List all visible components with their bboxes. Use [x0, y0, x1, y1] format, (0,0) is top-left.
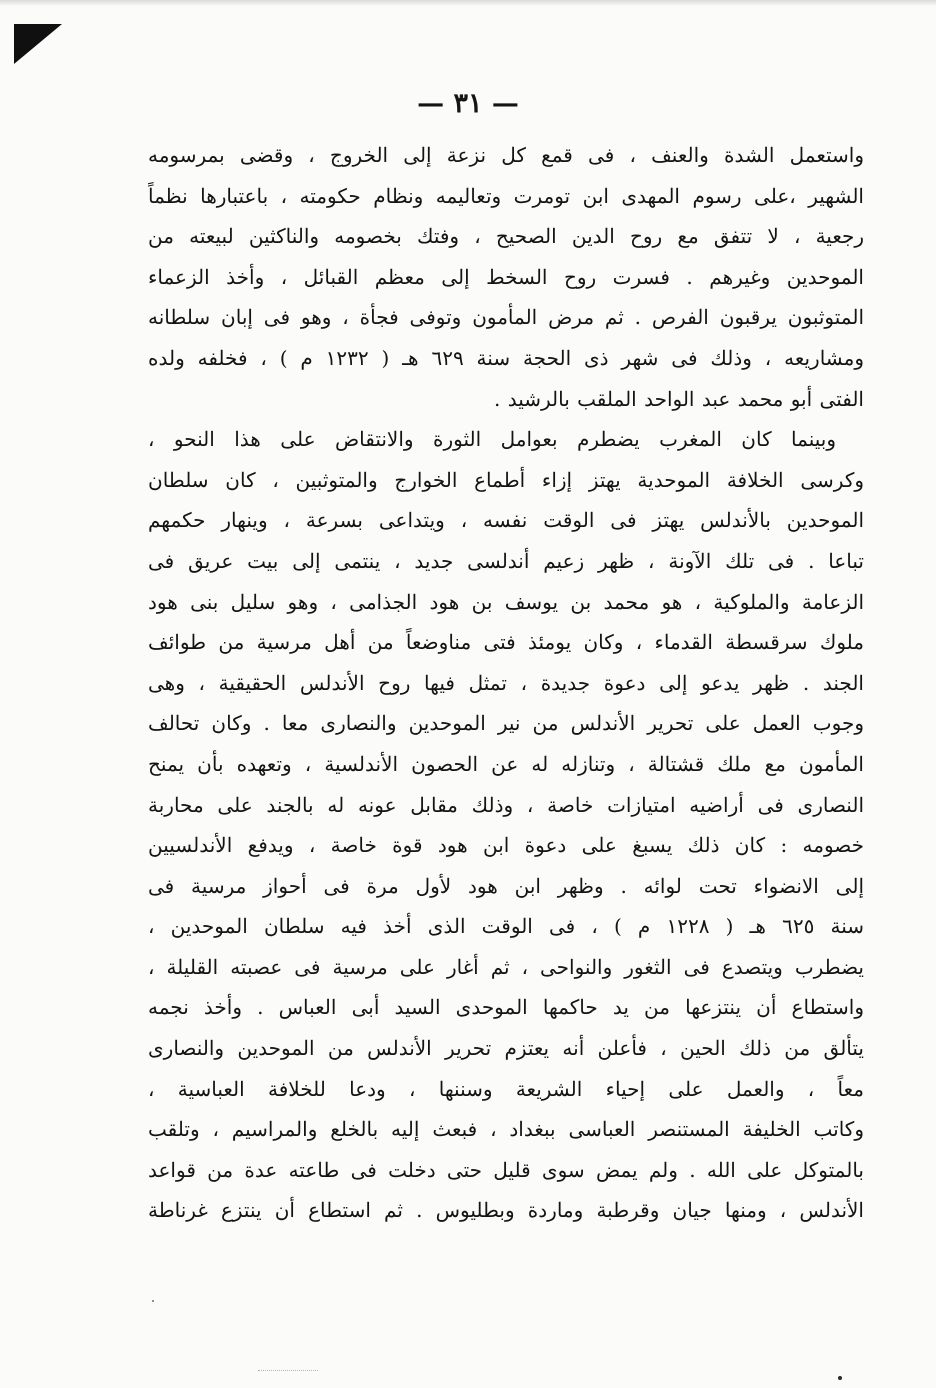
text-line: يتألق من ذلك الحين ، فأعلن أنه يعتزم تحرير الأندلس من الموحدين والنصارى [148, 1036, 864, 1061]
text-line: واستطاع أن ينتزعها من يد حاكمها الموحدى السيد أبى العباس . وأخذ نجمه [148, 995, 864, 1020]
text-line: معاً ، والعمل على إحياء الشريعة وسننها ، ودعا للخلافة العباسية ، [148, 1076, 864, 1101]
text-line: الفتى أبو محمد عبد الواحد الملقب بالرشيد . [493, 386, 864, 411]
text-line: خصومه : كان ذلك يسبغ على دعوة ابن هود قوة خاصة ، ويدفع الأندلسيين [148, 833, 864, 858]
corner-triangle-mark [14, 24, 62, 64]
text-line: الموحدين وغيرهم . فسرت روح السخط إلى معظم القبائل ، وأخذ الزعماء [148, 264, 864, 289]
text-line: الشهير ،على رسوم المهدى ابن تومرت وتعاليمه ونظام حكومته ، باعتبارها نظماً [148, 183, 864, 208]
text-line: وكاتب الخليفة المستنصر العباسى ببغداد ، فبعث إليه بالخلع والمراسيم ، وتلقب [148, 1117, 864, 1142]
text-line: إلى الانضواء تحت لوائه . وظهر ابن هود لأول مرة فى أحواز مرسية فى [148, 873, 864, 898]
text-line: الجند . ظهر يدعو إلى دعوة جديدة ، تمثل فيها روح الأندلس الحقيقية ، وهى [148, 670, 864, 695]
text-line: وجوب العمل على تحرير الأندلس من نير الموحدين والنصارى معا . وكان تحالف [148, 711, 864, 736]
scan-top-edge [0, 0, 936, 6]
body-text [148, 135, 864, 1231]
text-line: الزعامة والملوكية ، هو محمد بن يوسف بن هود الجذامى ، وهو سليل بنى هود [148, 589, 864, 614]
scan-dotted-artifact [258, 1370, 318, 1372]
paragraph-1 [148, 135, 864, 419]
text-line: المأمون مع ملك قشتالة ، وتنازله له عن الحصون الأندلسية ، وتعهده بأن يمنح [148, 751, 864, 776]
text-line: يضطرب ويتصدع فى الثغور والنواحى ، ثم أغار على مرسية فى عصبته القليلة ، [148, 954, 864, 979]
paragraph-2 [148, 419, 864, 1231]
text-line: سنة ٦٢٥ هـ ( ١٢٢٨ م ) ، فى الوقت الذى أخذ فيه سلطان الموحدين ، [148, 914, 864, 939]
text-line: الأندلس ، ومنها جيان وقرطبة وماردة وبطليوس . ثم استطاع أن ينتزع غرناطة [148, 1198, 864, 1223]
text-line: ومشاريعه ، وذلك فى شهر ذى الحجة سنة ٦٢٩ هـ ( ١٢٣٢ م ) ، فخلفه ولده [148, 345, 864, 370]
text-line: تباعا . فى تلك الآونة ، ظهر زعيم أندلسى جديد ، ينتمى إلى بيت عريق فى [148, 548, 864, 573]
text-line: بالمتوكل على الله . ولم يمض سوى قليل حتى دخلت فى طاعته عدة من قواعد [148, 1157, 864, 1182]
text-line: وكرسى الخلافة الموحدية يهتز إزاء أطماع الخوارج والمتوثبين ، كان سلطان [148, 467, 864, 492]
text-line: النصارى فى أراضيه امتيازات خاصة ، وذلك مقابل عونه له بالجند على محاربة [148, 792, 864, 817]
text-line: واستعمل الشدة والعنف ، فى قمع كل نزعة إلى الخروج ، وقضى بمرسومه [148, 143, 864, 167]
page-number: — ٣١ — [417, 88, 519, 119]
text-line: وبينما كان المغرب يضطرم بعوامل الثورة والانتقاض على هذا النحو ، [148, 427, 836, 452]
text-line: المتوثبون يرقبون الفرص . ثم مرض المأمون وتوفى فجأة ، وهو فى إبان سلطانه [148, 305, 864, 330]
scan-speck [838, 1376, 842, 1380]
text-line: الموحدين بالأندلس يهتز فى الوقت نفسه ، ويتداعى بسرعة ، وينهار حكمهم [148, 508, 864, 533]
text-line: رجعية ، لا تتفق مع روح الدين الصحيح ، وفتك بخصومه والناكثين لبيعته من [148, 224, 864, 249]
text-line: ملوك سرقسطة القدماء ، وكان يومئذ فتى مناوضعاً من أهل مرسية من طوائف [148, 630, 864, 655]
scan-speck [152, 1300, 154, 1302]
